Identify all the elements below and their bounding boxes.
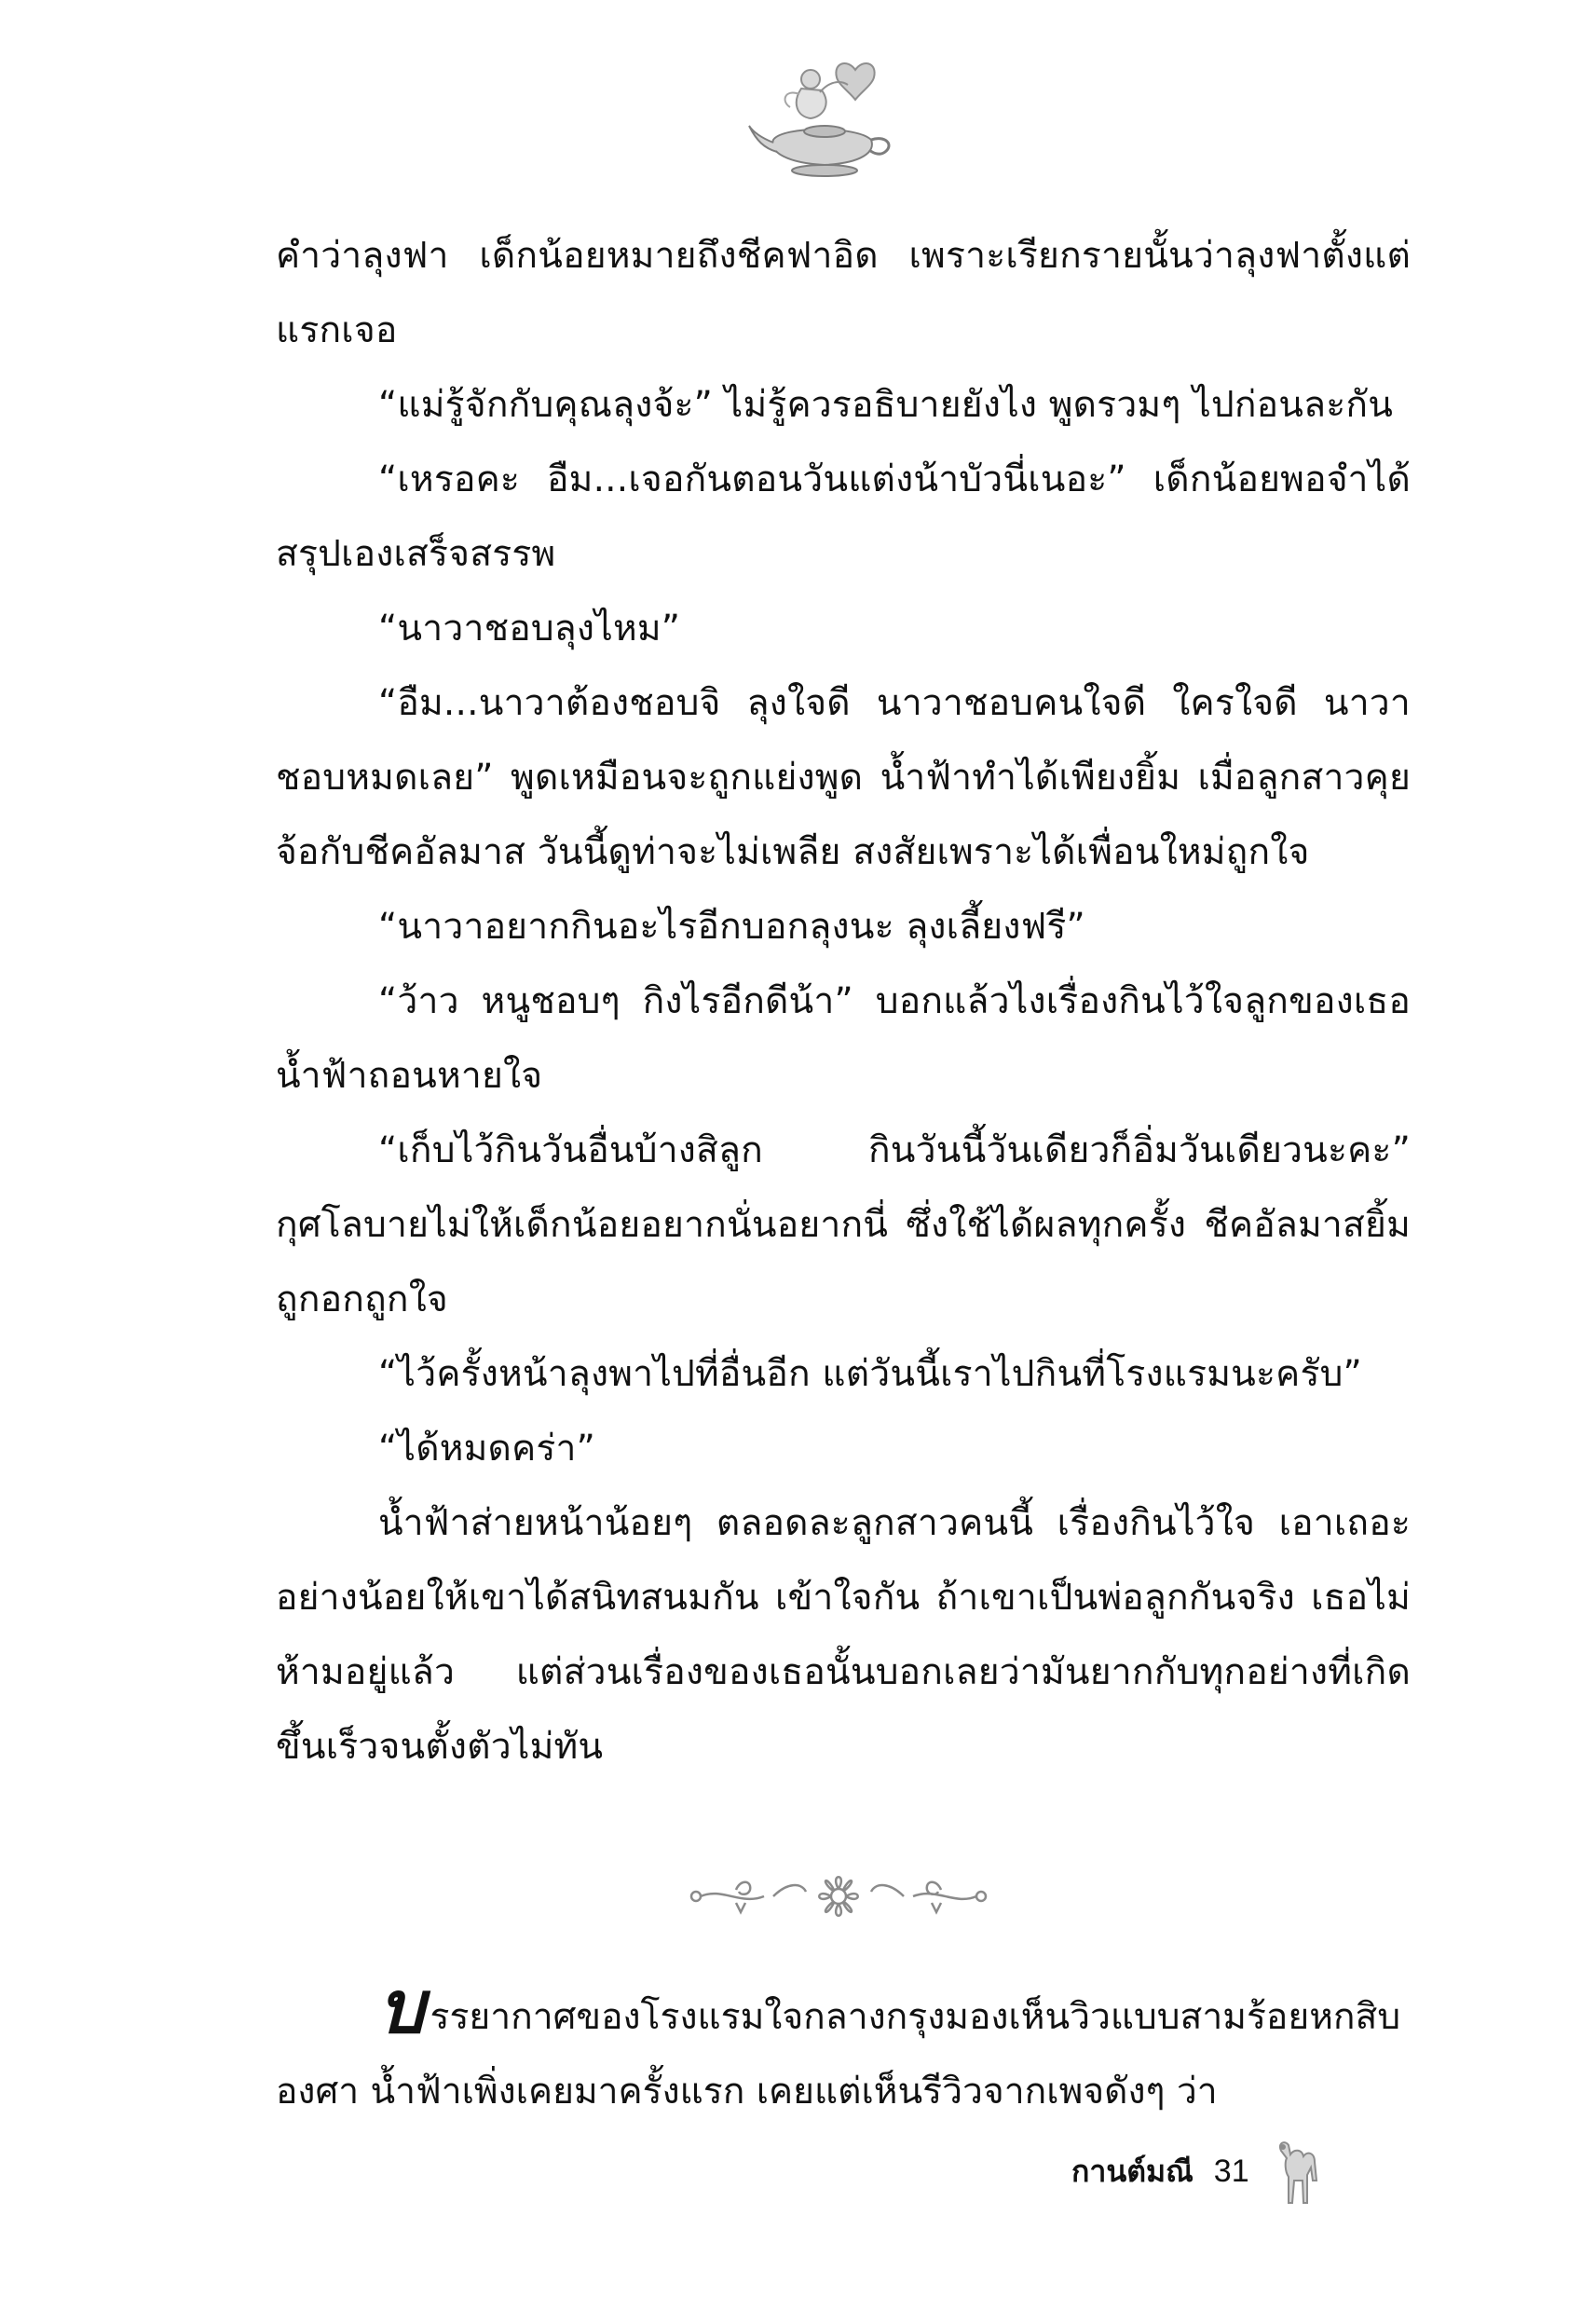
- paragraph-5: “อืม...นาวาต้องชอบจิ ลุงใจดี นาวาชอบคนใจดี ใครใจดี นาวาชอบหมดเลย” พูดเหมือนจะถูกแย่งพูด น้ำฟ้าทำได้เพียงยิ้ม เมื่อลูกสาวคุยจ้อกับชีคอัลมาส วันนี้ดูท่าจะไม่เพลีย สงสัยเพราะได้เพื่อนใหม่ถูกใจ: [276, 682, 1411, 873]
- paragraph-6: “นาวาอยากกินอะไรอีกบอกลุงนะ ลุงเลี้ยงฟรี”: [378, 906, 1085, 948]
- final-paragraph-text: รรยากาศของโรงแรมใจกลางกรุงมองเห็นวิวแบบสามร้อยหกสิบองศา น้ำฟ้าเพิ่งเคยมาครั้งแรก เคยแต่เห็นรีวิวจากเพจดังๆ ว่า: [276, 1996, 1401, 2113]
- body-text: [276, 219, 1411, 1785]
- page-number: 31: [1213, 2153, 1249, 2189]
- paragraph-4: “นาวาชอบลุงไหม”: [378, 608, 681, 650]
- author-name: กานต์มณี: [1071, 2153, 1194, 2189]
- teapot-cupid-ornament-icon: [745, 51, 904, 182]
- floral-divider-icon: [685, 1864, 992, 1929]
- drop-cap-initial: บ: [378, 1966, 425, 2050]
- paragraph-8: “เก็บไว้กินวันอื่นบ้างสิลูก กินวันนี้วันเดียวก็อิ่มวันเดียวนะคะ” กุศโลบายไม่ให้เด็กน้อยอยากนั่นอยากนี่ ซึ่งใช้ได้ผลทุกครั้ง ชีคอัลมาสยิ้มถูกอกถูกใจ: [276, 1129, 1411, 1320]
- camel-icon: [1270, 2134, 1326, 2208]
- paragraph-11: น้ำฟ้าส่ายหน้าน้อยๆ ตลอดละลูกสาวคนนี้ เรื่องกินไว้ใจ เอาเถอะอย่างน้อยให้เขาได้สนิทสนมกัน เข้าใจกัน ถ้าเขาเป็นพ่อลูกกันจริง เธอไม่ห้ามอยู่แล้ว แต่ส่วนเรื่องของเธอนั้นบอกเลยว่ามันยากกับทุกอย่างที่เกิดขึ้นเร็วจนตั้งตัวไม่ทัน: [276, 1502, 1411, 1768]
- paragraph-2: “แม่รู้จักกับคุณลุงจ้ะ” ไม่รู้ควรอธิบายยังไง พูดรวมๆ ไปก่อนละกัน: [378, 384, 1394, 426]
- paragraph-1: คำว่าลุงฟา เด็กน้อยหมายถึงชีคฟาอิด เพราะเรียกรายนั้นว่าลุงฟาตั้งแต่แรกเจอ: [276, 235, 1411, 351]
- paragraph-3: “เหรอคะ อืม...เจอกันตอนวันแต่งน้าบัวนี่เนอะ” เด็กน้อยพอจำได้สรุปเองเสร็จสรรพ: [276, 458, 1411, 575]
- page-footer: [1071, 2134, 1326, 2208]
- paragraph-9: “ไว้ครั้งหน้าลุงพาไปที่อื่นอีก แต่วันนี้เราไปกินที่โรงแรมนะครับ”: [378, 1353, 1362, 1395]
- paragraph-7: “ว้าว หนูชอบๆ กิงไรอีกดีน้า” บอกแล้วไงเรื่องกินไว้ใจลูกของเธอ น้ำฟ้าถอนหายใจ: [276, 980, 1411, 1097]
- paragraph-10: “ได้หมดคร่า”: [378, 1428, 596, 1470]
- final-paragraph: [276, 1966, 1411, 2129]
